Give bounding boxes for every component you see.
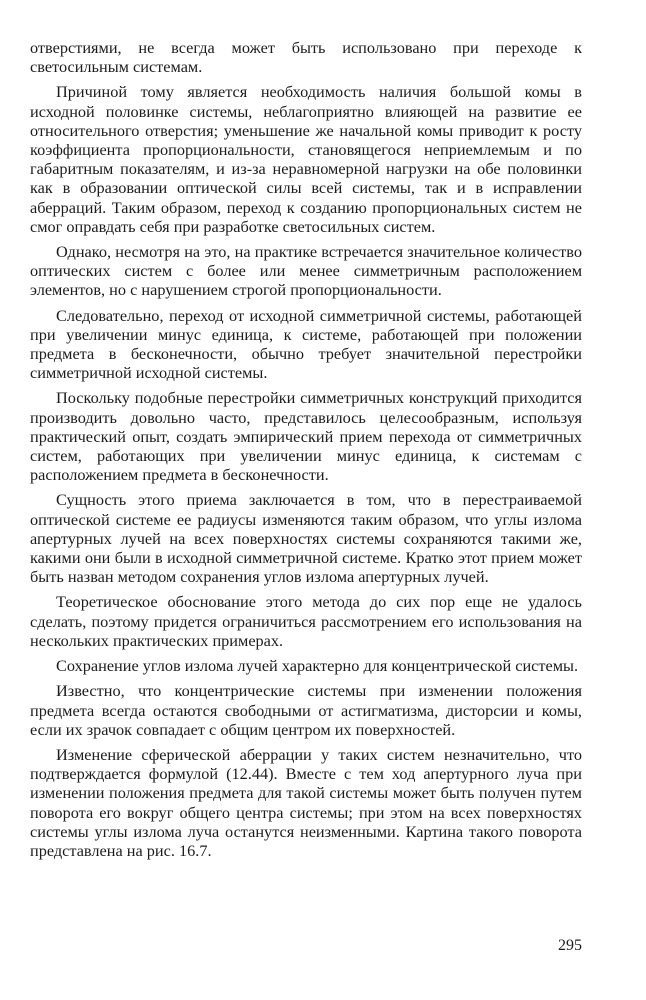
paragraph: отверстиями, не всегда может быть использовано при переходе к светосильным системам. xyxy=(30,38,582,77)
paragraph: Теоретическое обоснование этого метода до сих пор еще не удалось сделать, поэтому придется ограничиться рассмотрением его использования на нескольких практических примерах. xyxy=(30,592,582,650)
paragraph: Причиной тому является необходимость наличия большой комы в исходной половинке системы, неблагоприятно влияющей на развитие ее относительного отверстия; уменьшение же начальной комы приводит к росту коэффициента пропорциональности, становящегося неприемлемым и по габаритным показателям, и из-за неравномерной нагрузки на обе половинки как в образовании оптической силы всей системы, так и в исправлении аберраций. Таким образом, переход к созданию пропорциональных систем не смог оправдать себя при разработке светосильных систем. xyxy=(30,82,582,236)
page-number: 295 xyxy=(558,937,582,954)
paragraph: Сущность этого приема заключается в том, что в перестраиваемой оптической системе ее радиусы изменяются таким образом, что углы излома апертурных лучей на всех поверхностях системы сохраняются такими же, какими они были в исходной симметричной системе. Кратко этот прием может быть назван методом сохранения углов излома апертурных лучей. xyxy=(30,490,582,587)
paragraph: Изменение сферической аберрации у таких систем незначительно, что подтверждается формулой (12.44). Вместе с тем ход апертурного луча при изменении положения предмета для такой системы может быть получен путем поворота его вокруг общего центра системы; при этом на всех поверхностях системы углы излома луча останутся неизменными. Картина такого поворота представлена на рис. 16.7. xyxy=(30,744,582,860)
paragraph: Поскольку подобные перестройки симметричных конструкций приходится производить довольно часто, представилось целесообразным, используя практический опыт, создать эмпирический прием перехода от симметричных систем, работающих при увеличении минус единица, к системам с расположением предмета в бесконечности. xyxy=(30,388,582,485)
paragraph: Известно, что концентрические системы при изменении положения предмета всегда остаются свободными от астигматизма, дисторсии и комы, если их зрачок совпадает с общим центром их поверхностей. xyxy=(30,681,582,739)
paragraph: Сохранение углов излома лучей характерно для концентрической системы. xyxy=(56,656,579,676)
paragraph: Следовательно, переход от исходной симметричной системы, работающей при увеличении минус единица, к системе, работающей при положении предмета в бесконечности, обычно требует значительной перестройки симметричной исходной системы. xyxy=(30,305,582,383)
page-body xyxy=(30,38,582,866)
paragraph: Однако, несмотря на это, на практике встречается значительное количество оптических систем с более или менее симметричным расположением элементов, но с нарушением строгой пропорциональности. xyxy=(30,242,582,300)
